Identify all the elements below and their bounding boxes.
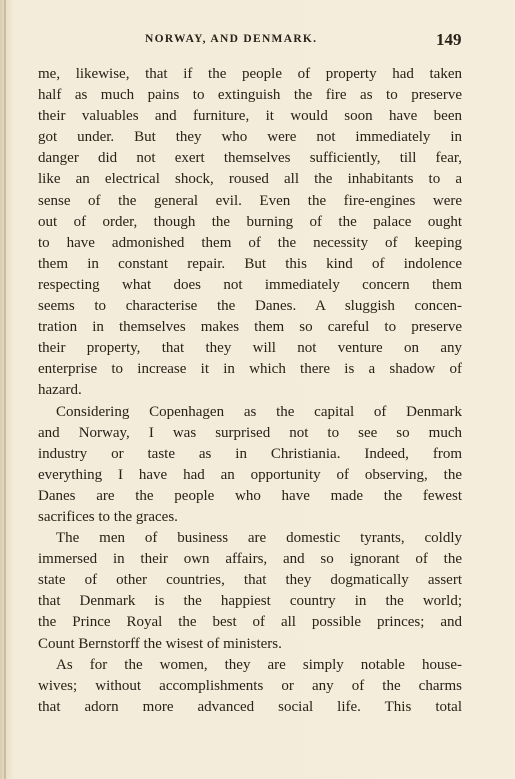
body-text: [38, 64, 462, 718]
text-line: enterprise to increase it in which there is a shadow of: [38, 361, 462, 378]
text-line: like an electrical shock, roused all the inhabitants to a: [38, 171, 462, 188]
text-line: their valuables and furniture, it would soon have been: [38, 108, 462, 125]
text-line: me, likewise, that if the people of property had taken: [38, 66, 462, 82]
page-gutter: [4, 0, 6, 779]
text-line: Considering Copenhagen as the capital of Denmark: [56, 403, 462, 420]
text-line: Danes are the people who have made the fewest: [38, 487, 462, 504]
text-line: seems to characterise the Danes. A sluggish concen-: [38, 298, 462, 315]
text-line: respecting what does not immediately concern them: [38, 276, 462, 293]
text-line: them in constant repair. But this kind of indolence: [38, 255, 462, 272]
text-line: industry or taste as in Christiania. Indeed, from: [38, 445, 462, 462]
text-line: tration in themselves makes them so careful to preserve: [38, 319, 462, 336]
text-line: half as much pains to extinguish the fire as to preserve: [38, 87, 462, 104]
text-line: their property, that they will not venture on any: [38, 340, 462, 357]
text-line: The men of business are domestic tyrants, coldly: [56, 530, 462, 547]
text-line: out of order, though the burning of the palace ought: [38, 213, 462, 230]
running-title: NORWAY, AND DENMARK.: [145, 33, 318, 45]
text-line: that Denmark is the happiest country in the world;: [38, 593, 462, 610]
text-line: and Norway, I was surprised not to see so much: [38, 424, 462, 441]
running-head: [0, 30, 515, 53]
text-line: got under. But they who were not immediately in: [38, 129, 462, 146]
text-line: danger did not exert themselves sufficiently, till fear,: [38, 150, 462, 167]
page-number: 149: [436, 30, 462, 49]
text-line: Count Bernstorff the wisest of ministers.: [38, 635, 282, 652]
text-line: that adorn more advanced social life. This total: [38, 698, 462, 715]
text-line: wives; without accomplishments or any of the charms: [38, 677, 462, 694]
text-line: hazard.: [38, 382, 82, 399]
text-line: As for the women, they are simply notable house-: [56, 656, 462, 673]
text-line: sense of the general evil. Even the fire-engines were: [38, 192, 462, 209]
text-line: sacrifices to the graces.: [38, 508, 178, 525]
text-line: everything I have had an opportunity of observing, the: [38, 466, 462, 483]
text-line: to have admonished them of the necessity of keeping: [38, 234, 462, 251]
text-line: the Prince Royal the best of all possible princes; and: [38, 614, 462, 631]
text-line: state of other countries, that they dogmatically assert: [38, 572, 462, 589]
text-line: immersed in their own affairs, and so ignorant of the: [38, 551, 462, 568]
